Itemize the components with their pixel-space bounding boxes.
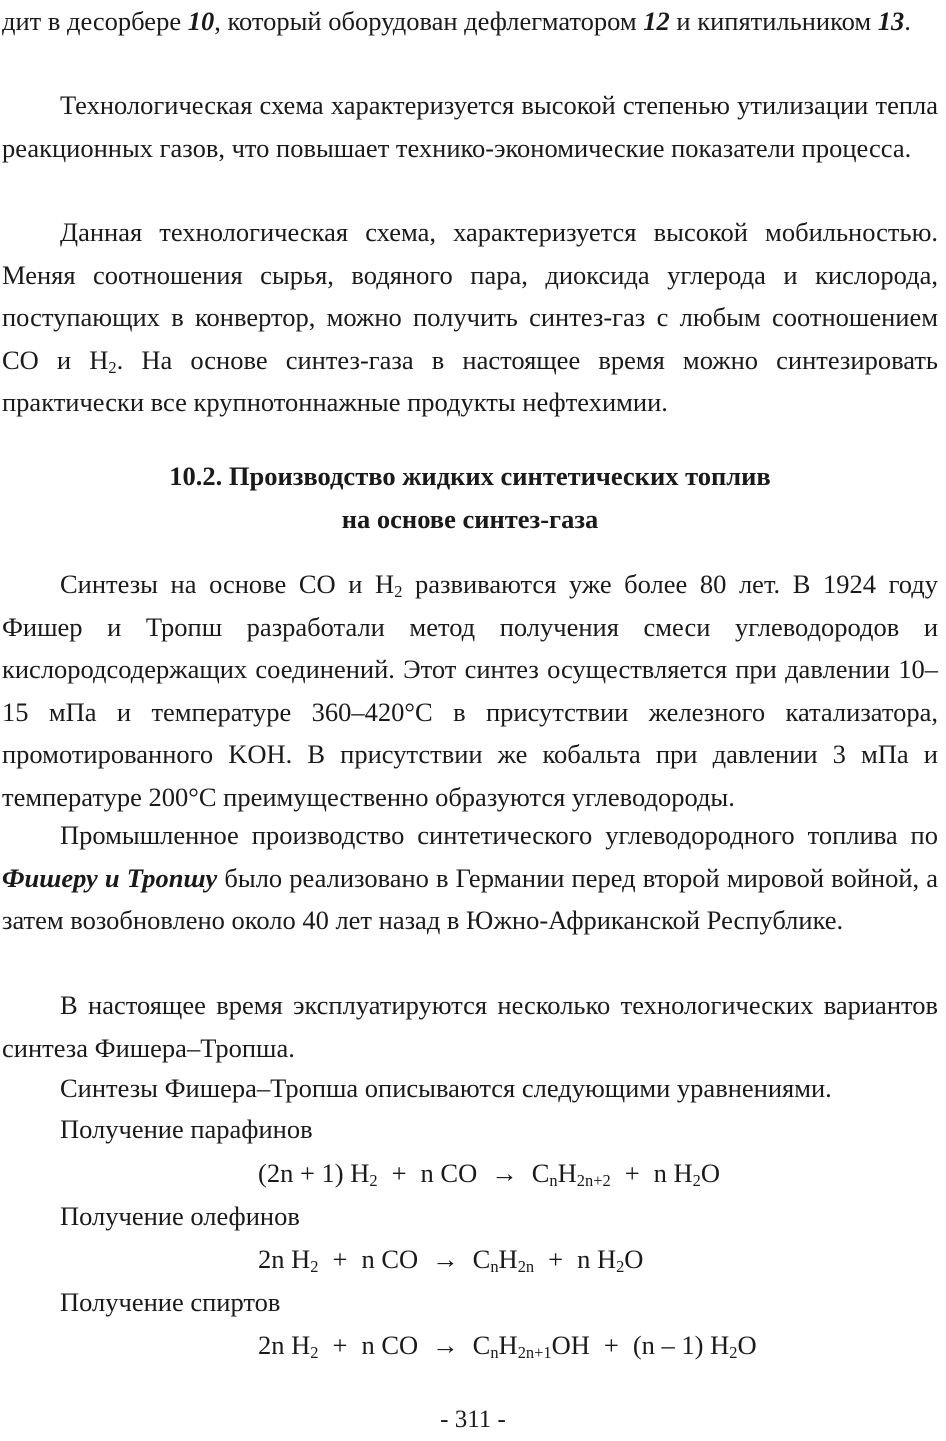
paragraph-heat-utilization: Технологическая схема характеризуется высокой степенью утилизации тепла реакционных газов, что повышает технико-экономические показатели процесса. xyxy=(2,90,938,163)
formula-term: OH xyxy=(551,1330,590,1360)
formula-term: H xyxy=(557,1158,577,1188)
formula-term: n CO xyxy=(420,1158,478,1188)
text-run: Данная технологическая схема, характеризуется высокой мобильностью. Меняя соотношения сырья, водяного пара, диоксида углерода и кислорода, поступающих в конвертор, можно получить синтез-газ с любым соотношением CO и H xyxy=(2,217,938,375)
subscript: 2n xyxy=(517,1257,535,1277)
plus-sign: + xyxy=(603,1330,619,1360)
formula-term: n CO xyxy=(361,1330,419,1360)
formula-term: C xyxy=(472,1244,491,1274)
subscript: n xyxy=(549,1171,558,1191)
formula-term: n H xyxy=(653,1158,693,1188)
page-number: - 311 - xyxy=(440,1406,506,1433)
text-run: и кипятильником xyxy=(669,6,878,36)
text-run: развиваются уже более 80 лет. В 1924 году Фишер и Тропш разработали метод получения смеси углеводородов и кислородсодержащих соединений. Этот синтез осуществляется при давлении 10–15 мПа и температуре 360–420°С в присутствии железного катализатора, промотированного KOH. В присутствии же кобальта при давлении 3 мПа и температуре 200°С преимущественно образуются углеводороды. xyxy=(2,569,939,812)
formula-term: 2n H xyxy=(258,1330,311,1360)
plus-sign: + xyxy=(548,1244,564,1274)
subscript: 2 xyxy=(616,1257,625,1277)
paragraph-variants: В настоящее время эксплуатируются несколько технологических вариантов синтеза Фишера–Тропша. xyxy=(2,990,938,1063)
reference-number: 10 xyxy=(187,6,215,36)
text-run: было реализовано в Германии перед второй мировой войной, а затем возобновлено около 40 лет назад в Южно-Африканской Республике. xyxy=(2,862,939,935)
subscript: 2 xyxy=(369,1171,378,1191)
subscript: 2n+2 xyxy=(576,1171,611,1191)
subscript: 2 xyxy=(394,582,403,602)
reaction-arrow-icon: → xyxy=(491,1158,518,1188)
subscript: 2 xyxy=(692,1171,701,1191)
equation-paraffins xyxy=(258,1152,720,1194)
formula-term: H xyxy=(498,1244,518,1274)
paragraph-mobility xyxy=(2,211,938,424)
section-heading-line-1: 10.2. Производство жидких синтетических топлив xyxy=(169,461,771,491)
reaction-arrow-icon: → xyxy=(432,1244,459,1274)
formula-term: (n – 1) H xyxy=(632,1330,730,1360)
subscript: n xyxy=(490,1343,499,1363)
paragraph-equations-intro: Синтезы Фишера–Тропша описываются следующими уравнениями. xyxy=(60,1073,832,1103)
formula-term: O xyxy=(700,1158,721,1188)
text-run: Промышленное производство синтетического углеводородного топлива по xyxy=(60,820,938,850)
formula-term: 2n H xyxy=(258,1244,311,1274)
text-run: Синтезы на основе CO и H xyxy=(60,569,395,599)
subscript: 2 xyxy=(108,357,117,377)
subscript: n xyxy=(490,1257,499,1277)
formula-term: C xyxy=(472,1330,491,1360)
subscript: 2 xyxy=(729,1343,738,1363)
plus-sign: + xyxy=(332,1244,348,1274)
equation-label-olefins: Получение олефинов xyxy=(60,1201,300,1231)
formula-term: C xyxy=(531,1158,550,1188)
text-run: . xyxy=(904,6,911,36)
section-heading xyxy=(0,455,940,541)
emphasis-text: Фишеру и Тропшу xyxy=(2,862,218,893)
formula-term: n H xyxy=(577,1244,617,1274)
paragraph-continuation xyxy=(2,0,938,43)
formula-term: O xyxy=(737,1330,757,1360)
text-run: , который оборудован дефлегматором xyxy=(214,6,644,36)
paragraph-industrial-production xyxy=(2,814,938,942)
section-heading-line-2: на основе синтез-газа xyxy=(341,504,599,534)
subscript: 2 xyxy=(310,1257,319,1277)
paragraph-synthesis-history xyxy=(2,563,938,818)
formula-term: H xyxy=(498,1330,518,1360)
text-run: дит в десорбере xyxy=(2,6,188,36)
equation-label-paraffins: Получение парафинов xyxy=(60,1114,313,1144)
equation-label-alcohols: Получение спиртов xyxy=(60,1287,281,1317)
reaction-arrow-icon: → xyxy=(432,1330,459,1360)
subscript: 2n+1 xyxy=(517,1343,552,1363)
equation-olefins xyxy=(258,1238,643,1280)
reference-number: 13 xyxy=(877,6,905,36)
formula-term: O xyxy=(624,1244,644,1274)
text-run: . На основе синтез-газа в настоящее время можно синтезировать практически все крупнотоннажные продукты нефтехимии. xyxy=(2,344,938,417)
formula-term: n CO xyxy=(361,1244,419,1274)
plus-sign: + xyxy=(624,1158,640,1188)
plus-sign: + xyxy=(391,1158,407,1188)
subscript: 2 xyxy=(310,1343,319,1363)
plus-sign: + xyxy=(332,1330,348,1360)
formula-term: (2n + 1) H xyxy=(258,1158,370,1188)
reference-number: 12 xyxy=(643,6,670,36)
equation-alcohols xyxy=(258,1324,757,1366)
